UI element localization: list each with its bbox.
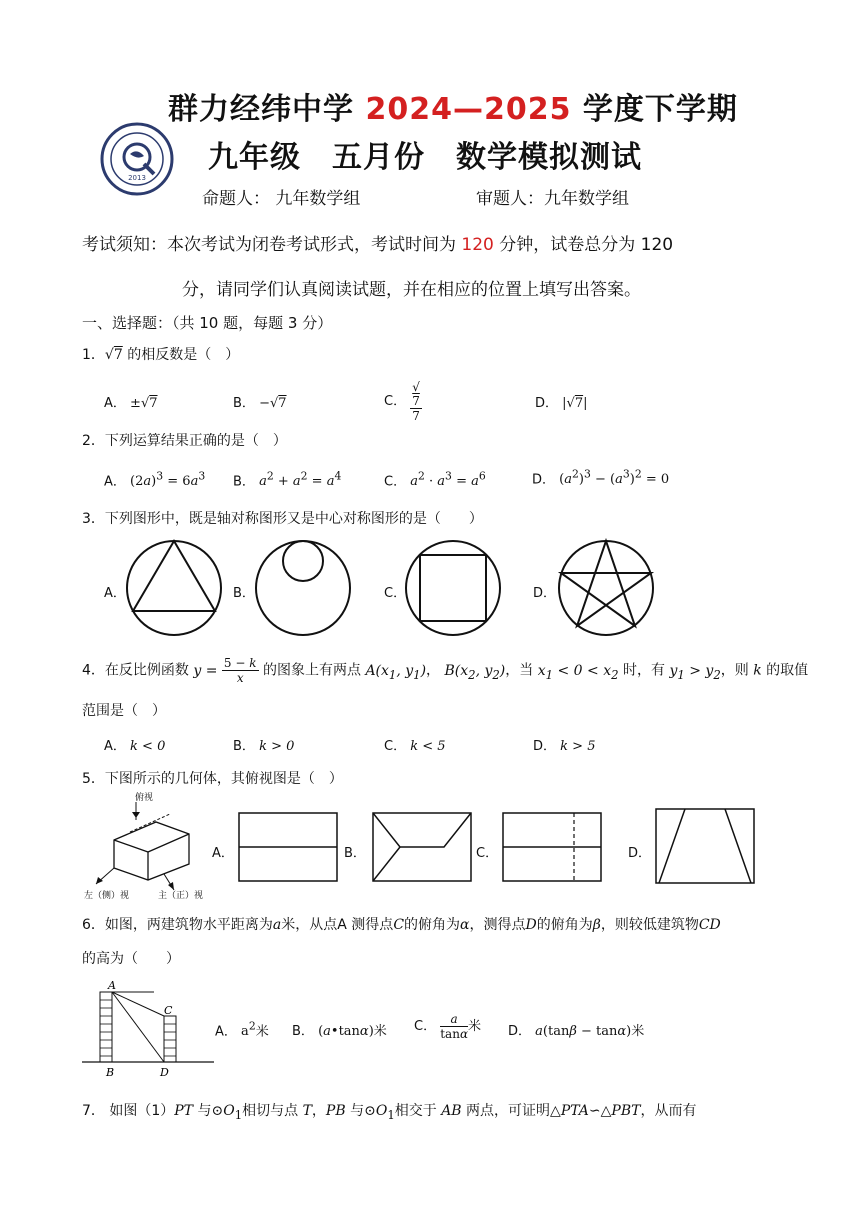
- q4-option-b[interactable]: [233, 735, 294, 754]
- stem-text: ，当: [505, 662, 538, 679]
- q1-option-a[interactable]: [104, 392, 158, 411]
- q6-option-c[interactable]: [414, 1012, 481, 1041]
- q2-option-c[interactable]: [384, 470, 486, 489]
- option-label: A．: [104, 396, 126, 411]
- q1-option-c[interactable]: [384, 380, 422, 423]
- author-line: 命题人： 九年数学组: [202, 189, 361, 209]
- option-label: B．: [233, 474, 255, 490]
- option-formula: $(2a)^3 = 6a^3$: [130, 470, 206, 490]
- q5-option-a-figure: [238, 812, 338, 882]
- option-label: D．: [535, 396, 559, 411]
- option-value: a(tanβ − tanα): [535, 1024, 632, 1039]
- q5-label-d[interactable]: D．: [628, 846, 652, 861]
- sign: ±: [130, 396, 141, 411]
- sqrt-expression: √7: [104, 347, 123, 363]
- condition-y: $y_1 > y_2$: [669, 662, 721, 682]
- unit: 米: [255, 1024, 269, 1040]
- option-formula: $(a^2)^3 - (a^3)^2 = 0$: [559, 468, 670, 488]
- option-value: (a•tanα): [318, 1024, 374, 1039]
- q5-label-b[interactable]: B．: [344, 846, 366, 861]
- question-3-stem: 3．下列图形中，既是轴对称图形又是中心对称图形的是（ ）: [82, 511, 483, 527]
- title-years: 2024—2025: [365, 92, 572, 127]
- stem-text: 时，有: [618, 662, 670, 679]
- exam-notice-line2: 分，请同学们认真阅读试题，并在相应的位置上填写出答案。: [182, 280, 641, 300]
- q4-option-d[interactable]: [533, 735, 595, 754]
- stem-text: 在反比例函数: [104, 662, 194, 679]
- radicand: 7: [412, 394, 420, 408]
- stem-text: ，从而有: [640, 1103, 697, 1119]
- svg-text:2013: 2013: [128, 174, 146, 182]
- stem-text: 两点，可证明: [461, 1103, 551, 1119]
- stem-text: 相切与点: [242, 1103, 303, 1119]
- title-suffix: 学度下学期: [571, 92, 738, 127]
- school-logo: [100, 122, 174, 196]
- radicand: 7: [574, 396, 584, 411]
- q3-figure-c: [403, 538, 503, 638]
- q5-label-c[interactable]: C．: [476, 846, 499, 861]
- stem-text: ，测得点: [469, 917, 526, 933]
- point-b: $B(x_2$, $y_2$): [444, 662, 506, 682]
- q3-label-c[interactable]: C．: [384, 586, 407, 601]
- question-7-stem: 7． 如图（1）PT 与$⊙O_1$相切与点 T，PB 与$⊙O_1$相交于 AB 两点，可证明△PTA∽△PBT，从而有: [82, 1103, 697, 1122]
- option-label: A．: [104, 739, 126, 754]
- q3-label-a[interactable]: A．: [104, 586, 126, 601]
- q3-figure-d: [556, 538, 656, 638]
- option-label: C．: [384, 394, 407, 409]
- stem-text: 米，从点A 测得点: [281, 917, 394, 933]
- question-6-line2: 的高为（ ）: [82, 951, 180, 967]
- stem-text: ，则: [720, 662, 754, 679]
- question-number: 1．: [82, 347, 105, 363]
- stem-text: 的图象上有两点: [258, 662, 366, 679]
- reviewer-line: 审题人：九年数学组: [476, 189, 629, 209]
- page-title: [168, 84, 738, 128]
- fraction: $\frac{a}{\tan\alpha}$: [440, 1012, 469, 1041]
- q3-label-b[interactable]: B．: [233, 586, 255, 601]
- q1-option-d[interactable]: [535, 392, 588, 411]
- stem-text: 6．如图，两建筑物水平距离为: [82, 917, 273, 933]
- point-label-a: A: [108, 979, 116, 992]
- unit: 米: [373, 1024, 387, 1039]
- stem-text: 的俯角为: [536, 917, 593, 933]
- option-label: C．: [384, 474, 407, 490]
- question-6-line1: 6．如图，两建筑物水平距离为a米，从点A 测得点C的俯角为α，测得点D的俯角为β，则较低建筑物CD: [82, 917, 721, 933]
- exam-time: 120: [461, 235, 494, 255]
- option-value: k > 0: [259, 739, 295, 754]
- solid-figure-drawing: [84, 792, 214, 902]
- question-5-stem: 5．下图所示的几何体，其俯视图是（ ）: [82, 771, 343, 787]
- stem-text: 的俯角为: [404, 917, 461, 933]
- exam-notice-line1: [82, 230, 673, 255]
- q6-option-a[interactable]: [215, 1020, 269, 1039]
- top-view-label: 俯视: [135, 793, 154, 803]
- q5-option-c-figure: [502, 812, 602, 882]
- option-value: k > 5: [560, 739, 596, 754]
- notice-text: 考试须知：本次考试为闭卷考试形式，考试时间为: [82, 235, 462, 255]
- unit: 米: [468, 1019, 482, 1034]
- q4-option-c[interactable]: [384, 735, 446, 754]
- option-label: C．: [414, 1019, 437, 1034]
- option-label: A．: [215, 1024, 237, 1040]
- q2-option-d[interactable]: [532, 468, 669, 487]
- q2-option-b[interactable]: [233, 470, 341, 489]
- point-label-d: D: [160, 1066, 169, 1079]
- stem-text: ，: [311, 1103, 326, 1119]
- stem-text: 相交于: [394, 1103, 442, 1119]
- radicand: 7: [278, 396, 287, 411]
- radicand: 7: [149, 396, 158, 411]
- option-formula: $a^2 \cdot a^3 = a^6$: [410, 470, 486, 490]
- q4-option-a[interactable]: [104, 735, 165, 754]
- school-logo-icon: [100, 122, 174, 196]
- q5-solid-figure: [84, 792, 214, 902]
- q6-option-d[interactable]: [508, 1020, 644, 1039]
- notice-text: 分钟，试卷总分为 120: [493, 235, 674, 255]
- stem-text: 7． 如图（1）: [82, 1103, 175, 1119]
- question-4-stem: 4．在反比例函数 y = $\frac{5 - k}{x}$ 的图象上有两点 $A(x_1$, $y_1$)， $B(x_2$, $y_2$)，当 $x_1 < 0 < x_2$ 时，有 $y_1 > y_2$，则 k 的取值: [82, 656, 809, 685]
- question-2-stem: 2．下列运算结果正确的是（ ）: [82, 433, 287, 449]
- unit: 米: [631, 1024, 645, 1039]
- option-label: B．: [233, 739, 255, 754]
- q3-figure-a: [125, 538, 223, 638]
- option-label: C．: [384, 739, 407, 754]
- option-label: D．: [532, 472, 556, 488]
- option-value: |√7|: [562, 396, 588, 411]
- option-label: B．: [292, 1024, 314, 1039]
- stem-text: ，则较低建筑物: [600, 917, 699, 933]
- left-view-label: 左（侧）视: [84, 891, 130, 901]
- point-a: $A(x_1$, $y_1$): [365, 662, 427, 682]
- q6-option-b[interactable]: [292, 1020, 387, 1039]
- option-value: ±√7: [130, 396, 158, 411]
- q1-option-b[interactable]: [233, 392, 287, 411]
- option-formula: $a^2 + a^2 = a^4$: [259, 470, 342, 490]
- page-subtitle: 九年级 五月份 数学模拟测试: [208, 140, 642, 175]
- option-label: D．: [533, 739, 557, 754]
- question-4-line2: 范围是（ ）: [82, 703, 166, 719]
- option-value: −√7: [259, 396, 287, 411]
- q3-figure-b: [253, 538, 353, 638]
- section-title: 一、选择题：（共 10 题，每题 3 分）: [82, 314, 333, 332]
- sign: −: [259, 396, 270, 411]
- title-prefix: 群力经纬中学: [168, 92, 366, 127]
- q5-option-b-figure: [372, 812, 472, 882]
- stem-text: 的相反数是（ ）: [122, 347, 240, 363]
- question-number: 4．: [82, 662, 105, 679]
- option-value: k < 5: [410, 739, 446, 754]
- q6-buildings-figure: [82, 980, 216, 1080]
- stem-text: 的取值: [761, 662, 809, 679]
- q2-option-a[interactable]: [104, 470, 205, 489]
- condition-x: $x_1 < 0 < x_2$: [537, 662, 619, 682]
- fraction: √ 7 7: [412, 380, 420, 423]
- front-view-label: 主（正）视: [158, 891, 204, 901]
- option-label: A．: [104, 474, 126, 490]
- option-value: $a^2$: [241, 1020, 256, 1040]
- question-1-stem: [82, 344, 239, 364]
- option-label: B．: [233, 396, 255, 411]
- q3-label-d[interactable]: D．: [533, 586, 557, 601]
- q5-label-a[interactable]: A．: [212, 846, 234, 861]
- option-label: D．: [508, 1024, 532, 1039]
- point-label-b: B: [106, 1066, 115, 1079]
- stem-text: 与: [193, 1103, 212, 1119]
- stem-text: 与: [345, 1103, 365, 1119]
- denominator: 7: [412, 409, 420, 423]
- variable-k: k: [753, 662, 762, 679]
- radicand: 7: [113, 347, 123, 363]
- function-formula: y = $\frac{5 - k}{x}$: [193, 656, 257, 685]
- point-label-c: C: [164, 1004, 173, 1017]
- q5-option-d-figure: [655, 808, 755, 884]
- option-value: k < 0: [130, 739, 166, 754]
